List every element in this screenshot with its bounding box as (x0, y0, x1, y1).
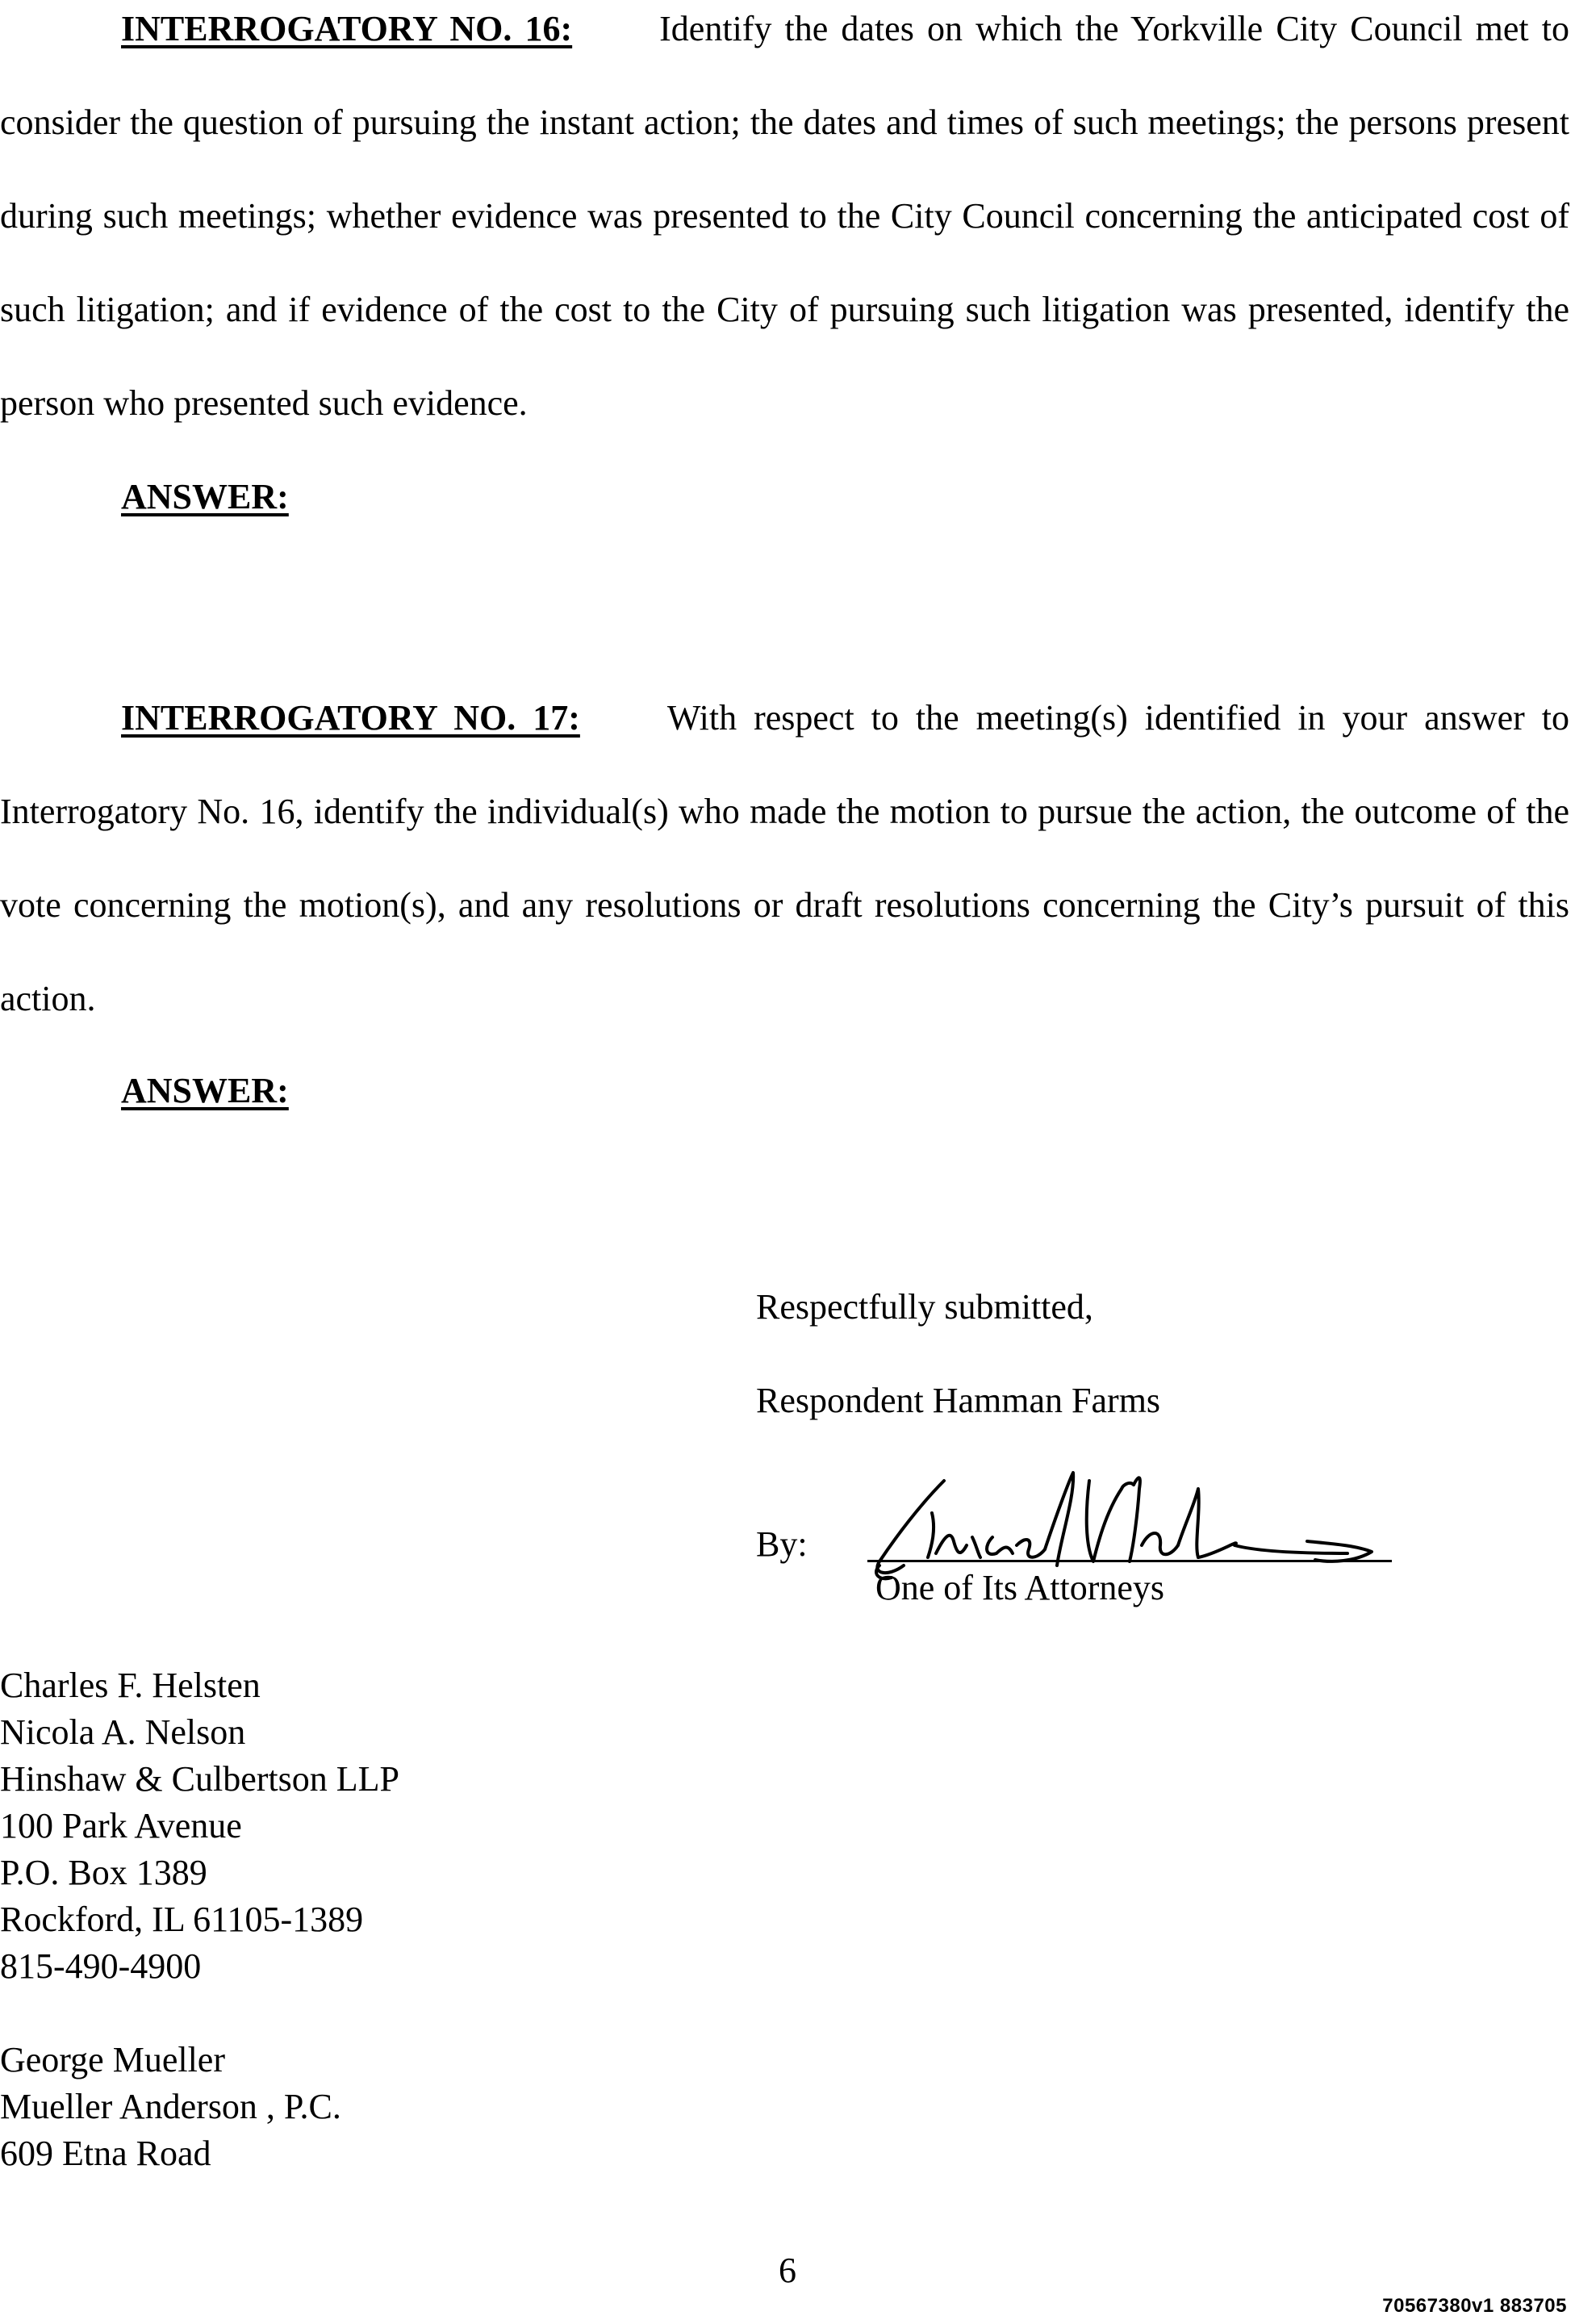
counsel-2-line: George Mueller (0, 2040, 225, 2079)
interrogatory-16-text: Identify the dates on which the Yorkville City Council met to consider the question of pursuing the instant action; the dates and times of such meetings; the persons present during such meetings; whether evidence was presented to the City Council concerning the anticipated cost of such litigation; and if evidence of the cost to the City of pursuing such litigation was presented, identify the person who presented such evidence. (0, 9, 1570, 423)
interrogatory-16-heading: INTERROGATORY NO. 16: (121, 9, 573, 48)
counsel-1-line: 815-490-4900 (0, 1946, 202, 1986)
document-id: 70567380v1 883705 (1382, 2295, 1567, 2317)
counsel-1-line: Nicola A. Nelson (0, 1712, 246, 1752)
signer-title: One of Its Attorneys (875, 1568, 1165, 1607)
respectfully-submitted: Respectfully submitted, (756, 1287, 1093, 1327)
counsel-1-line: P.O. Box 1389 (0, 1853, 207, 1892)
respondent-name: Respondent Hamman Farms (756, 1381, 1161, 1420)
interrogatory-17-text: With respect to the meeting(s) identified in your answer to Interrogatory No. 16, identify the individual(s) who made the motion to pursue the action, the outcome of the vote concerning the motion(s), and any resolutions or draft resolutions concerning the City’s pursuit of this action. (0, 698, 1569, 1018)
counsel-2-line: 609 Etna Road (0, 2134, 211, 2173)
interrogatory-17-heading: INTERROGATORY NO. 17: (121, 698, 580, 738)
counsel-1-line: Charles F. Helsten (0, 1666, 261, 1705)
interrogatory-16-paragraph (0, 0, 1569, 450)
counsel-1-line: Rockford, IL 61105-1389 (0, 1900, 364, 1939)
interrogatory-16-answer-label: ANSWER: (121, 477, 289, 516)
signature-line (867, 1560, 1392, 1562)
counsel-2-address (0, 2037, 341, 2177)
interrogatory-17-answer-label: ANSWER: (121, 1071, 289, 1110)
counsel-1-address (0, 1662, 399, 1990)
page-number: 6 (779, 2251, 796, 2290)
by-label: By: (756, 1524, 808, 1564)
interrogatory-17-paragraph (0, 671, 1569, 1046)
counsel-1-line: Hinshaw & Culbertson LLP (0, 1759, 399, 1799)
counsel-2-line: Mueller Anderson , P.C. (0, 2087, 341, 2126)
counsel-1-line: 100 Park Avenue (0, 1806, 242, 1845)
